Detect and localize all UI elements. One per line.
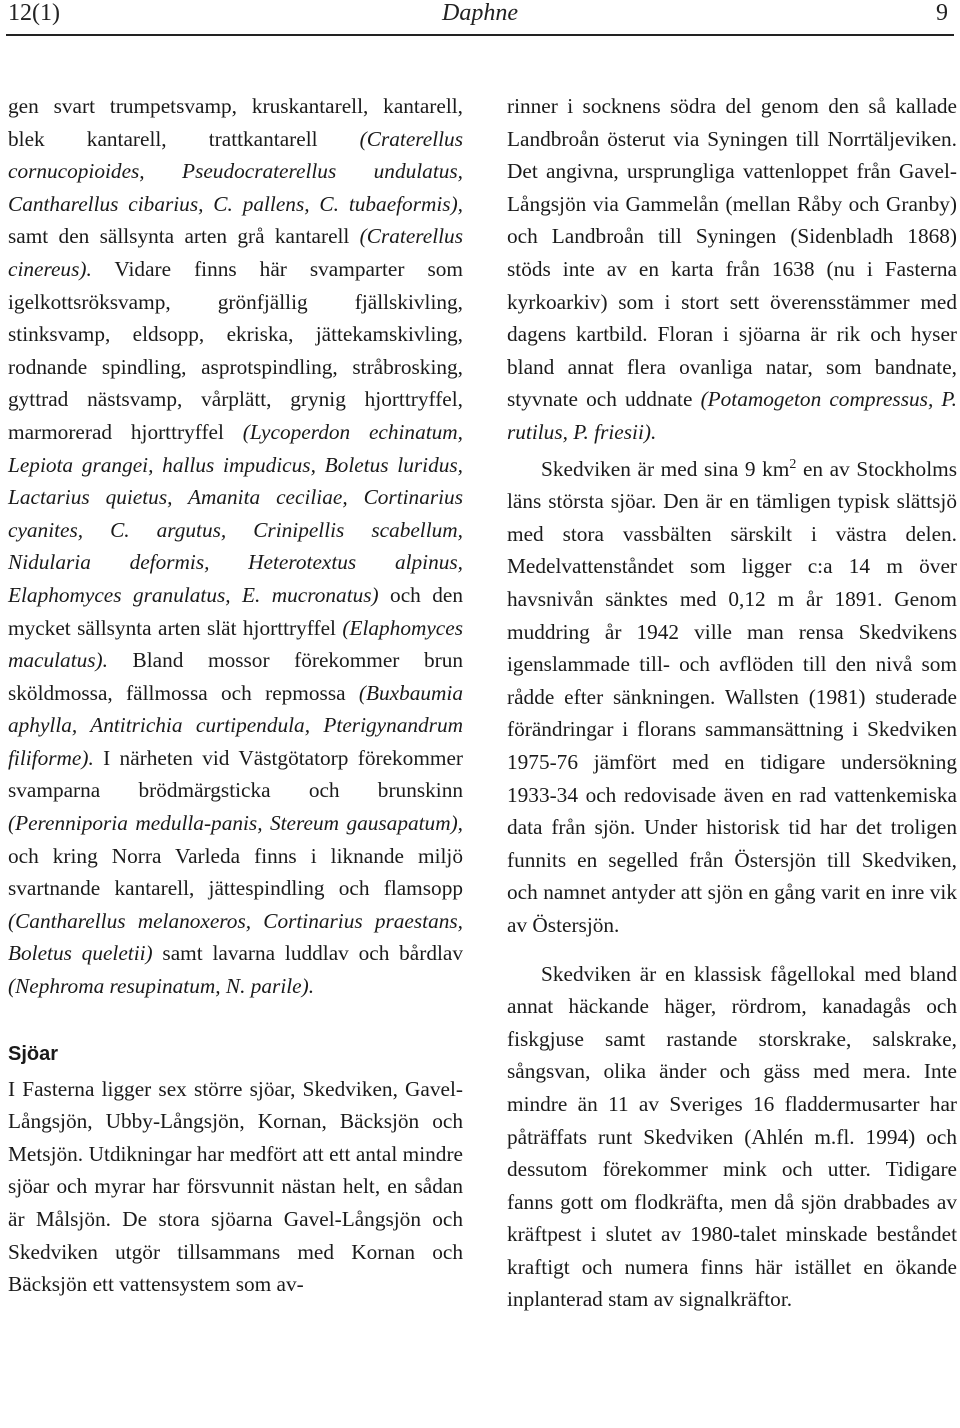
- text-run: samt lavarna luddlav och bårdlav: [152, 941, 463, 966]
- page-number: 9: [936, 0, 948, 26]
- species-names: (Craterellus cornucopioides, Pseudocraterellus undulatus, Cantharellus cibarius, C. pallens, C. tubaeformis),: [8, 126, 463, 216]
- issue-number: 12(1): [8, 0, 60, 26]
- section-heading: Sjöar: [8, 1042, 59, 1065]
- text-run: I närheten vid Västgötatorp förekommer svamparna brödmärgsticka och brunskinn: [8, 745, 463, 803]
- left-column: [8, 90, 463, 1301]
- text-run: Bland mossor förekommer brun sköldmossa, fällmossa och repmossa: [8, 648, 463, 705]
- species-names: (Elaphomyces maculatus).: [8, 615, 463, 673]
- left-paragraph-2: I Fasterna ligger sex större sjöar, Skedviken, Gavel-Långsjön, Ubby-Långsjön, Kornan, Bäcksjön och Metsjön. Utdikningar har medfört att ett antal mindre sjöar och myrar har försvunnit nästan helt, en sådan är Målsjön. De stora sjöarna Gavel-Långsjön och Skedviken utgör tillsammans med Kornan och Bäcksjön ett vattensystem som av-: [8, 1076, 463, 1297]
- superscript: 2: [789, 456, 797, 472]
- right-column: [507, 90, 957, 1316]
- right-paragraph-3: Skedviken är en klassisk fågellokal med bland annat häckande häger, rördrom, kanadagås och fiskgjuse samt rastande storskrake, salskrake, sångsvan, olika änder och gäss med mera. Inte mindre än 11 av Sveriges 16 fladdermusarter har påträffats runt Skedviken (Ahlén m.fl. 1994) och dessutom förekommer mink och utter. Tidigare fanns gott om flodkräfta, men då sjön drabbades av kräftpest i slutet av 1980-talet minskade beståndet kraftigt och numera finns här istället en ökande inplanterad stam av signalkräftor.: [507, 961, 957, 1312]
- species-names: (Buxbaumia aphylla, Antitrichia curtipendula, Pterigynandrum filiforme).: [8, 680, 463, 770]
- page-header: [8, 0, 952, 34]
- text-run: en av Stockholms läns största sjöar. Den är en tämligen typisk slättsjö med stora vassbälten särskilt i västra delen. Medelvattenståndet som ligger c:a 14 m över havsnivån sänktes med 0,12 m år 1891. Genom muddring år 1942 ville man rensa Skedvikens igenslammade till- och avflöden till den nivå som rådde efter sänkningen. Wallsten (1981) studerade förändringar i florans sammansättning i Skedviken 1975-76 jämfört med en tidigare undersökning 1933-34 och redovisade även en rad vattenkemiska data från sjön. Under historisk tid har det troligen funnits en segelled från Östersjön till Skedviken, och namnet antyder att sjön en gång varit en inre vik av Östersjön.: [507, 456, 957, 937]
- header-rule: [6, 34, 954, 36]
- text-run: gen svart trumpetsvamp, kruskantarell, kantarell, blek kantarell, trattkantarell: [8, 94, 463, 151]
- text-run: rinner i socknens södra del genom den så kallade Landbroån österut via Syningen till Norrtäljeviken. Det angivna, ursprungliga vattenloppet från Gavel-Långsjön via Gammelån (mellan Råby och Granby) och Landbroån till Syningen (Sidenbladh 1868) stöds inte av en karta från 1638 (nu i Fasterna kyrkoarkiv) som i stort sett överensstämmer med dagens kartbild. Floran i sjöarna är rik och hyser bland annat flera ovanliga natar, som bandnate, styvnate och uddnate: [507, 94, 957, 412]
- text-run: och kring Norra Varleda finns i liknande miljö svartnande kantarell, jättespindling och flamsopp: [8, 843, 463, 901]
- journal-title: Daphne: [442, 0, 518, 26]
- species-names: (Perenniporia medulla-panis, Stereum gausapatum),: [8, 811, 463, 836]
- species-names: (Potamogeton compressus, P. rutilus, P. friesii).: [507, 387, 957, 444]
- right-paragraph-1: [507, 90, 957, 449]
- species-names: (Craterellus cinereus).: [8, 224, 463, 281]
- text-run: samt den sällsynta arten grå kantarell: [8, 224, 360, 249]
- text-run: och den mycket sällsynta arten slät hjorttryffel: [8, 582, 463, 640]
- species-names: (Cantharellus melanoxeros, Cortinarius praestans, Boletus queletii): [8, 908, 463, 966]
- left-paragraph-1: [8, 90, 463, 1003]
- text-run: Vidare finns här svamparter som igelkottsröksvamp, grönfjällig fjällskivling, stinksvamp, eldsopp, ekriska, jättekamskivling, rodnande spindling, asprotspindling, stråbrosking, gyttrad nästsvamp, vårplätt, grynig hjorttryffel, marmorerad hjorttryffel: [8, 256, 463, 444]
- species-names: (Lycoperdon echinatum, Lepiota grangei, hallus impudicus, Boletus luridus, Lactarius quietus, Amanita ceciliae, Cortinarius cyanites, C. argutus, Crinipellis scabellum, Nidularia deformis, Heterotextus alpinus, Elaphomyces granulatus, E. mucronatus): [8, 419, 464, 607]
- species-names: (Nephroma resupinatum, N. parile).: [8, 974, 315, 999]
- text-run: Skedviken är med sina 9 km: [541, 456, 790, 481]
- right-paragraph-2: [507, 449, 957, 942]
